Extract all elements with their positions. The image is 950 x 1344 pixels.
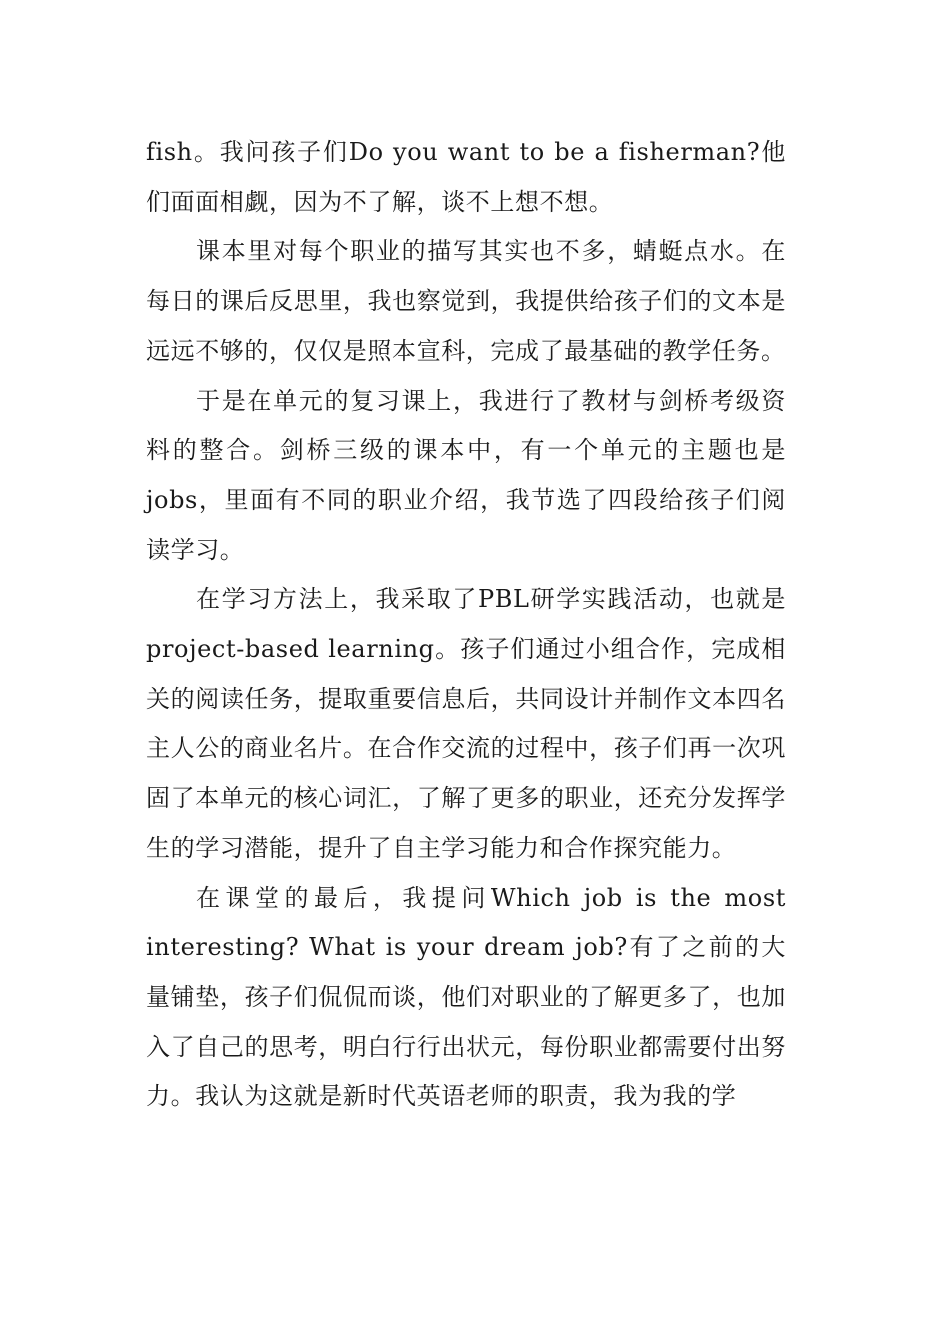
document-body: [146, 128, 786, 1122]
paragraph-4: 在学习方法上，我采取了PBL研学实践活动，也就是project-based learning。孩子们通过小组合作，完成相关的阅读任务，提取重要信息后，共同设计并制作文本四名主人公的商业名片。在合作交流的过程中，孩子们再一次巩固了本单元的核心词汇，了解了更多的职业，还充分发挥学生的学习潜能，提升了自主学习能力和合作探究能力。: [146, 585, 786, 862]
paragraph-3: 于是在单元的复习课上，我进行了教材与剑桥考级资料的整合。剑桥三级的课本中，有一个单元的主题也是jobs，里面有不同的职业介绍，我节选了四段给孩子们阅读学习。: [146, 386, 786, 564]
paragraph-1: fish。我问孩子们Do you want to be a fisherman?他们面面相觑，因为不了解，谈不上想不想。: [146, 138, 786, 216]
paragraph-2: 课本里对每个职业的描写其实也不多，蜻蜓点水。在每日的课后反思里，我也察觉到，我提供给孩子们的文本是远远不够的，仅仅是照本宣科，完成了最基础的教学任务。: [146, 237, 786, 365]
paragraph-5: 在课堂的最后，我提问Which job is the most interesting? What is your dream job?有了之前的大量铺垫，孩子们侃侃而谈，他们对职业的了解更多了，也加入了自己的思考，明白行行出状元，每份职业都需要付出努力。我认为这就是新时代英语老师的职责，我为我的学: [146, 883, 786, 1111]
